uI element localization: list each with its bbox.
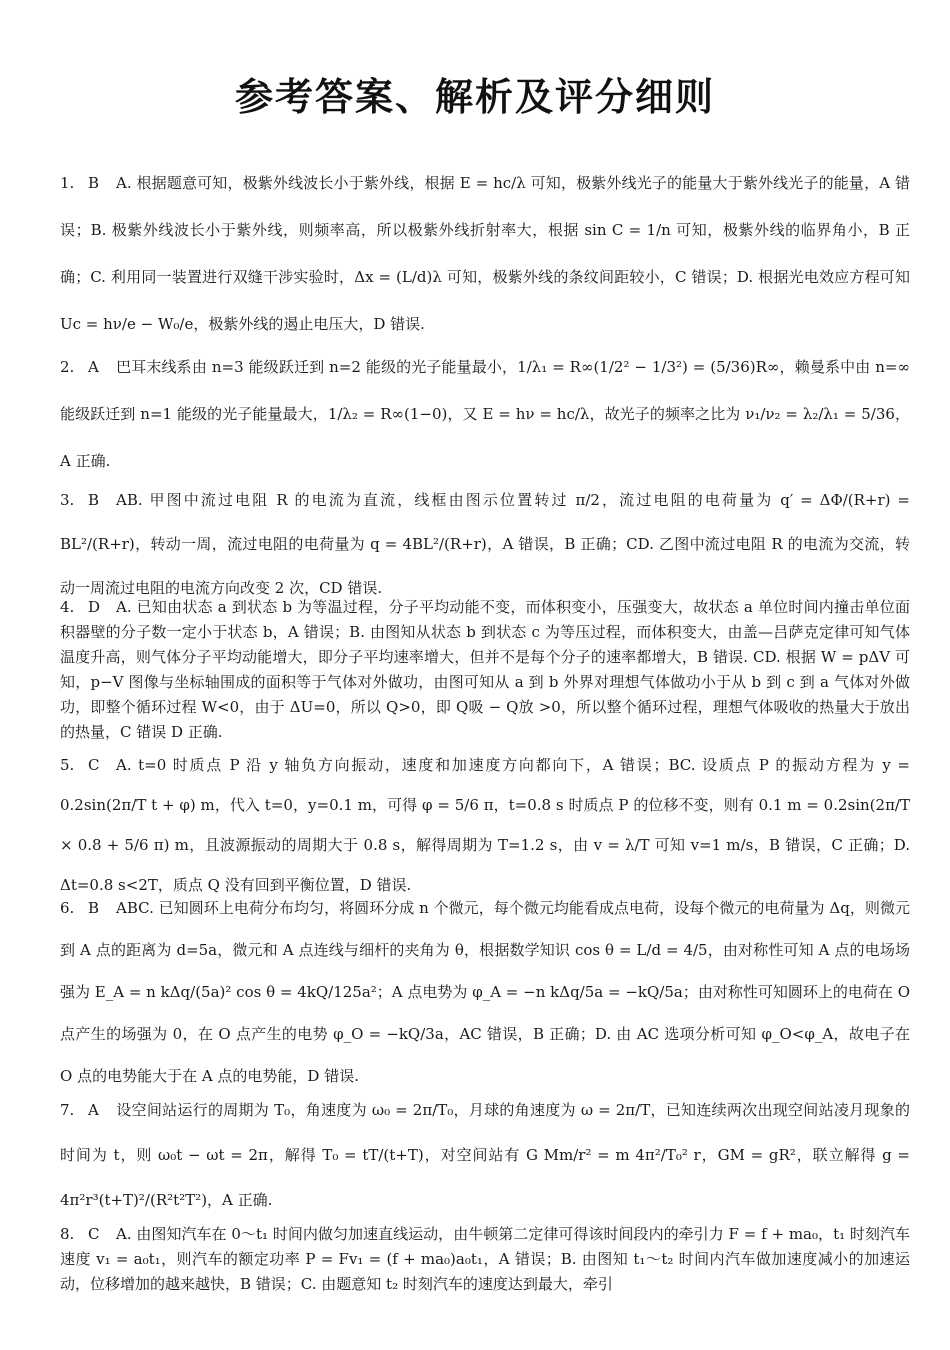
answer-item-8 [60,1222,910,1297]
answer-letter: B [88,174,100,192]
question-number: 1. [60,174,75,192]
question-number: 4. [60,598,75,616]
question-number: 2. [60,358,75,376]
answer-letter: D [88,598,101,616]
answer-explanation: AB. 甲图中流过电阻 R 的电流为直流，线框由图示位置转过 π/2，流过电阻的电荷量为 q′ = ΔΦ/(R+r) = BL²/(R+r)，转动一周，流过电阻的电荷量为 q = 4BL²/(R+r)，A 错误，B 正确；CD. 乙图中流过电阻 R 的电流为交流，转动一周流过电阻的电流方向改变 2 次，CD 错误. [60,491,910,597]
answer-explanation: A. 已知由状态 a 到状态 b 为等温过程，分子平均动能不变，而体积变小，压强变大，故状态 a 单位时间内撞击单位面积器壁的分子数一定小于状态 b，A 错误；B. 由图知从状态 b 到状态 c 为等压过程，而体积变大，由盖—吕萨克定律可知气体温度升高，则气体分子平均动能增大，即分子平均速率增大，但并不是每个分子的速率都增大，B 错误. CD. 根据 W = pΔV 可知，p−V 图像与坐标轴围成的面积等于气体对外做功，由图可知从 a 到 b 外界对理想气体做功小于从 b 到 c 到 a 气体对外做功，即整个循环过程 W<0，由于 ΔU=0，所以 Q>0，即 Q吸 − Q放 >0，所以整个循环过程，理想气体吸收的热量大于放出的热量，C 错误 D 正确. [60,598,910,741]
answer-explanation: 巴耳末线系由 n=3 能级跃迁到 n=2 能级的光子能量最小，1/λ₁ = R∞(1/2² − 1/3²) = (5/36)R∞，赖曼系中由 n=∞能级跃迁到 n=1 能级的光子能量最大，1/λ₂ = R∞(1−0)，又 E = hν = hc/λ，故光子的频率之比为 ν₁/ν₂ = λ₂/λ₁ = 5/36，A 正确. [60,358,910,470]
question-number: 5. [60,756,75,774]
page-title: 参考答案、解析及评分细则 [234,75,715,119]
answer-letter: B [88,899,100,917]
answer-explanation: A. 根据题意可知，极紫外线波长小于紫外线，根据 E = hc/λ 可知，极紫外线光子的能量大于紫外线光子的能量，A 错误；B. 极紫外线波长小于紫外线，则频率高，所以极紫外线折射率大，根据 sin C = 1/n 可知，极紫外线的临界角小，B 正确；C. 利用同一装置进行双缝干涉实验时，Δx = (L/d)λ 可知，极紫外线的条纹间距较小，C 错误；D. 根据光电效应方程可知 Uc = hν/e − W₀/e，极紫外线的遏止电压大，D 错误. [60,174,910,333]
answer-letter: C [88,1225,100,1243]
answer-item-3 [60,478,910,610]
answer-explanation: A. 由图知汽车在 0～t₁ 时间内做匀加速直线运动，由牛顿第二定律可得该时间段内的牵引力 F = f + ma₀，t₁ 时刻汽车速度 v₁ = a₀t₁，则汽车的额定功率 P = Fv₁ = (f + ma₀)a₀t₁，A 错误；B. 由图知 t₁～t₂ 时间内汽车做加速度减小的加速运动，位移增加的越来越快，B 错误；C. 由题意知 t₂ 时刻汽车的速度达到最大，牵引 [60,1225,910,1293]
answer-item-1 [60,160,910,348]
answer-item-5 [60,745,910,905]
question-number: 6. [60,899,75,917]
answer-letter: A [88,1101,99,1119]
question-number: 8. [60,1225,75,1243]
answer-item-4 [60,595,910,745]
answer-explanation: 设空间站运行的周期为 T₀，角速度为 ω₀ = 2π/T₀，月球的角速度为 ω = 2π/T，已知连续两次出现空间站凌月现象的时间为 t，则 ω₀t − ωt = 2π，解得 T₀ = tT/(t+T)，对空间站有 G Mm/r² = m 4π²/T₀² r，GM = gR²，联立解得 g = 4π²r³(t+T)²/(R²t²T²)，A 正确. [60,1101,910,1209]
answer-explanation: ABC. 已知圆环上电荷分布均匀，将圆环分成 n 个微元，每个微元均能看成点电荷，设每个微元的电荷量为 Δq，则微元到 A 点的距离为 d=5a，微元和 A 点连线与细杆的夹角为 θ，根据数学知识 cos θ = L/d = 4/5，由对称性可知 A 点的电场场强为 E_A = n kΔq/(5a)² cos θ = 4kQ/125a²；A 点电势为 φ_A = −n kΔq/5a = −kQ/5a；由对称性可知圆环上的电荷在 O 点产生的场强为 0，在 O 点产生的电势 φ_O = −kQ/3a，AC 错误，B 正确；D. 由 AC 选项分析可知 φ_O<φ_A，故电子在 O 点的电势能大于在 A 点的电势能，D 错误. [60,899,910,1085]
question-number: 7. [60,1101,75,1119]
question-number: 3. [60,491,75,509]
answer-item-6 [60,887,910,1097]
answer-letter: A [88,358,99,376]
answer-item-7 [60,1088,910,1223]
answer-letter: C [88,756,100,774]
answer-explanation: A. t=0 时质点 P 沿 y 轴负方向振动，速度和加速度方向都向下，A 错误；BC. 设质点 P 的振动方程为 y = 0.2sin(2π/T t + φ) m，代入 t=0，y=0.1 m，可得 φ = 5/6 π，t=0.8 s 时质点 P 的位移不变，则有 0.1 m = 0.2sin(2π/T × 0.8 + 5/6 π) m，且波源振动的周期大于 0.8 s，解得周期为 T=1.2 s，由 v = λ/T 可知 v=1 m/s，B 错误，C 正确；D. Δt=0.8 s<2T，质点 Q 没有回到平衡位置，D 错误. [60,756,910,894]
answer-item-2 [60,344,910,485]
answer-letter: B [88,491,100,509]
